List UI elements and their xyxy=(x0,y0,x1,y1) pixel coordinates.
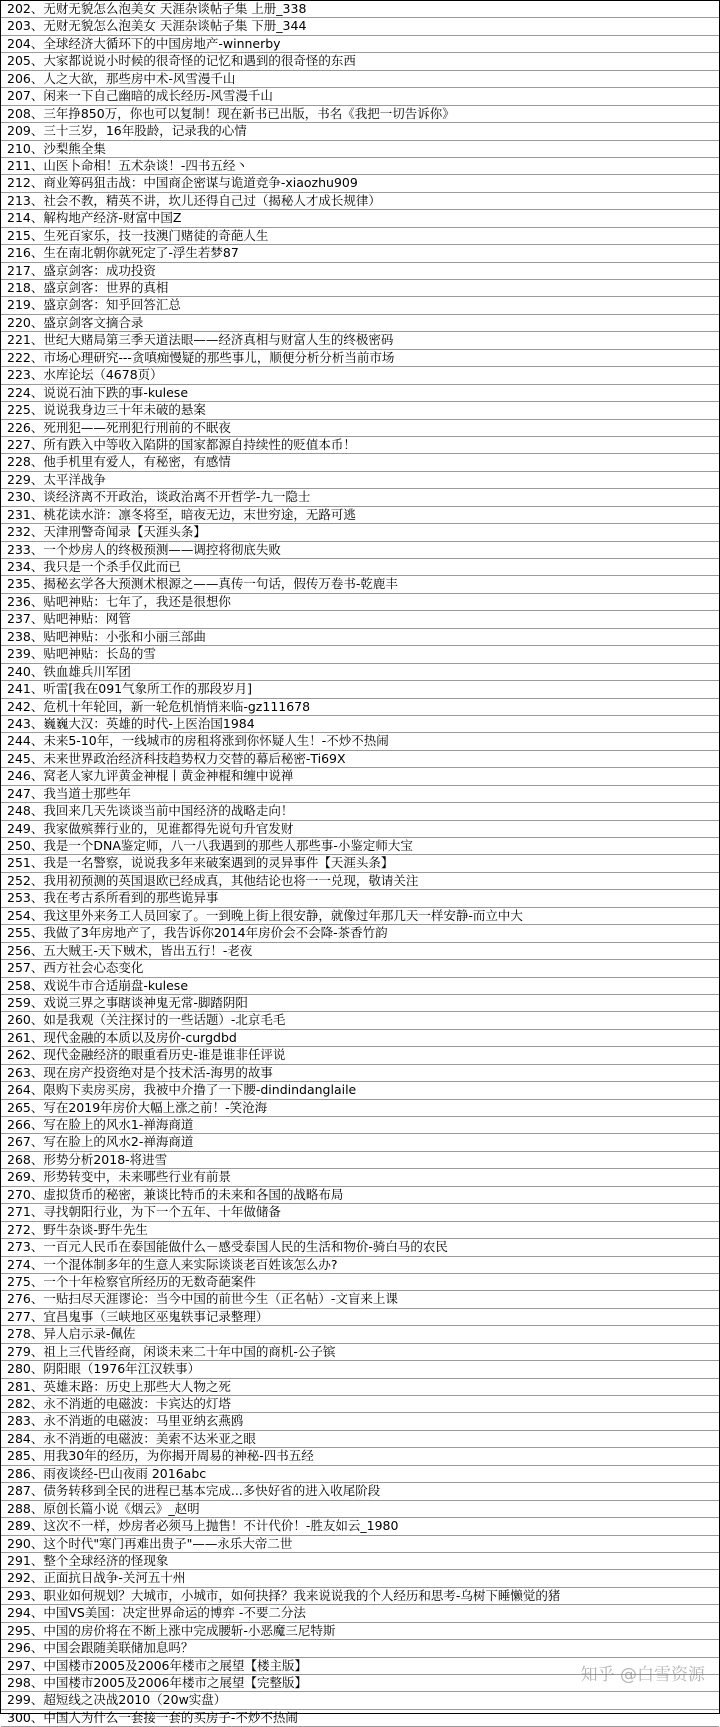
item-number: 268、 xyxy=(7,1151,44,1167)
list-item xyxy=(1,524,719,541)
item-title: 贴吧神贴：长岛的雪 xyxy=(43,646,156,662)
item-title: 死刑犯——死刑犯行刑前的不眠夜 xyxy=(43,419,231,435)
item-number: 208、 xyxy=(7,105,44,121)
item-number: 279、 xyxy=(7,1343,44,1359)
item-title: 盛京剑客：成功投资 xyxy=(43,262,156,278)
list-item xyxy=(1,402,719,419)
item-number: 231、 xyxy=(7,506,44,522)
item-number: 288、 xyxy=(7,1500,44,1516)
item-title: 中国人为什么一套接一套的买房子-不炒不热闹 xyxy=(43,1709,298,1725)
item-number: 258、 xyxy=(7,977,44,993)
list-item xyxy=(1,873,719,890)
list-item xyxy=(1,751,719,768)
item-number: 272、 xyxy=(7,1221,44,1237)
item-title: 商业筹码狙击战：中国商企密谋与诡道竞争-xiaozhu909 xyxy=(43,175,358,191)
item-number: 274、 xyxy=(7,1256,44,1272)
list-item xyxy=(1,489,719,506)
item-number: 232、 xyxy=(7,524,44,540)
list-item xyxy=(1,106,719,123)
item-number: 246、 xyxy=(7,768,44,784)
list-item xyxy=(1,263,719,280)
list-item xyxy=(1,350,719,367)
list-item xyxy=(1,960,719,977)
list-item xyxy=(1,925,719,942)
list-item xyxy=(1,175,719,192)
item-title: 写在2019年房价大幅上涨之前！-笑沧海 xyxy=(43,1099,268,1115)
item-number: 260、 xyxy=(7,1012,44,1028)
list-item xyxy=(1,1640,719,1657)
item-number: 225、 xyxy=(7,402,44,418)
item-title: 虚拟货币的秘密，兼谈比特币的未来和各国的战略布局 xyxy=(43,1186,344,1202)
list-item xyxy=(1,576,719,593)
item-title: 中国楼市2005及2006年楼市之展望【楼主版】 xyxy=(43,1657,307,1673)
item-number: 248、 xyxy=(7,803,44,819)
item-title: 全球经济大循环下的中国房地产-winnerby xyxy=(43,35,281,51)
item-title: 揭秘玄学各大预测术根源之——真传一句话，假传万卷书-乾鹿丰 xyxy=(43,576,398,592)
list-item xyxy=(1,507,719,524)
item-number: 269、 xyxy=(7,1169,44,1185)
item-number: 214、 xyxy=(7,210,44,226)
item-number: 300、 xyxy=(7,1709,44,1725)
item-title: 我在考古系所看到的那些诡异事 xyxy=(43,890,219,906)
list-item xyxy=(1,1466,719,1483)
item-title: 写在脸上的风水1-禅海商道 xyxy=(43,1117,194,1132)
list-item xyxy=(1,472,719,489)
item-number: 216、 xyxy=(7,245,44,261)
list-item xyxy=(1,1012,719,1029)
list-item xyxy=(1,1379,719,1396)
list-item xyxy=(1,646,719,663)
item-number: 224、 xyxy=(7,384,44,400)
list-item xyxy=(1,1100,719,1117)
list-item xyxy=(1,1710,719,1727)
item-title: 一个混体制多年的生意人来实际谈谈老百姓该怎么办? xyxy=(43,1256,338,1272)
list-item xyxy=(1,995,719,1012)
item-number: 280、 xyxy=(7,1361,44,1377)
list-item xyxy=(1,1623,719,1640)
item-title: 我回来几天先谈谈当前中国经济的战略走向！ xyxy=(43,803,294,819)
item-number: 204、 xyxy=(7,35,44,51)
item-number: 273、 xyxy=(7,1239,44,1255)
item-title: 说说我身边三十年未破的悬案 xyxy=(43,402,206,418)
list-item xyxy=(1,664,719,681)
item-title: 英雄末路：历史上那些大人物之死 xyxy=(43,1378,231,1394)
list-item xyxy=(1,1187,719,1204)
item-title: 贴吧神贴：小张和小丽三部曲 xyxy=(43,628,206,644)
item-number: 236、 xyxy=(7,593,44,609)
item-number: 252、 xyxy=(7,872,44,888)
list-item xyxy=(1,1536,719,1553)
list-item xyxy=(1,158,719,175)
list-item xyxy=(1,36,719,53)
list-item xyxy=(1,1152,719,1169)
list-item xyxy=(1,1117,719,1134)
list-item xyxy=(1,88,719,105)
item-title: 永不消逝的电磁波：卡宾达的灯塔 xyxy=(43,1396,231,1411)
item-number: 278、 xyxy=(7,1326,44,1342)
list-item xyxy=(1,1570,719,1587)
item-title: 异人启示录-佩佐 xyxy=(43,1326,136,1342)
list-item xyxy=(1,297,719,314)
list-item xyxy=(1,332,719,349)
item-number: 209、 xyxy=(7,123,44,139)
list-item xyxy=(1,1501,719,1518)
title-list xyxy=(1,1,719,1727)
item-title: 现代金融的本质以及房价-curgdbd xyxy=(43,1029,237,1045)
item-number: 223、 xyxy=(7,367,44,383)
item-number: 257、 xyxy=(7,960,44,976)
list-item xyxy=(1,315,719,332)
item-number: 213、 xyxy=(7,192,44,208)
item-number: 289、 xyxy=(7,1518,44,1534)
item-title: 谈经济离不开政治，谈政治离不开哲学-九一隐士 xyxy=(43,489,311,505)
item-title: 听雷[我在091气象所工作的那段岁月] xyxy=(43,681,252,697)
item-number: 241、 xyxy=(7,681,44,697)
list-item xyxy=(1,141,719,158)
item-title: 闲来一下自己幽暗的成长经历-风雪漫千山 xyxy=(43,88,273,104)
item-title: 职业如何规划？大城市，小城市，如何抉择？我来说说我的个人经历和思考-乌树下睡懒觉的猪 xyxy=(43,1587,561,1603)
list-item xyxy=(1,768,719,785)
watermark: 知乎 @白雪资源 xyxy=(580,1665,705,1685)
item-number: 222、 xyxy=(7,349,44,365)
list-item xyxy=(1,821,719,838)
list-item xyxy=(1,1605,719,1622)
item-number: 298、 xyxy=(7,1675,44,1690)
list-item xyxy=(1,245,719,262)
item-title: 所有跌入中等收入陷阱的国家都源自持续性的贬值本币！ xyxy=(43,436,356,452)
item-title: 我当道士那些年 xyxy=(43,785,131,801)
item-title: 我是一名警察，说说我多年来破案遇到的灵异事件【天涯头条】 xyxy=(43,855,394,871)
list-item xyxy=(1,733,719,750)
item-title: 寻找朝阳行业，为下一个五年、十年做储备 xyxy=(43,1204,281,1220)
item-number: 271、 xyxy=(7,1204,44,1220)
item-title: 永不消逝的电磁波：马里亚纳玄燕鸥 xyxy=(43,1413,244,1429)
list-item xyxy=(1,210,719,227)
item-number: 218、 xyxy=(7,280,44,295)
item-title: 世纪大赌局第三季天道法眼——经济真相与财富人生的终极密码 xyxy=(43,332,394,348)
item-number: 297、 xyxy=(7,1657,44,1673)
item-number: 293、 xyxy=(7,1587,44,1603)
list-item xyxy=(1,193,719,210)
item-number: 212、 xyxy=(7,175,44,191)
list-item xyxy=(1,542,719,559)
list-item xyxy=(1,1361,719,1378)
list-item xyxy=(1,629,719,646)
list-item xyxy=(1,1326,719,1343)
item-number: 205、 xyxy=(7,53,44,69)
item-title: 解构地产经济-财富中国Z xyxy=(43,210,182,226)
item-number: 240、 xyxy=(7,663,44,679)
item-title: 我家做殡葬行业的，见谁都得先说句升官发财 xyxy=(43,820,294,836)
item-title: 现代金融经济的眼重看历史-谁是谁非任评说 xyxy=(43,1047,286,1063)
item-title: 原创长篇小说《烟云》_赵明 xyxy=(43,1500,200,1516)
list-item xyxy=(1,611,719,628)
item-title: 现在房产投资绝对是个技术活-海男的故事 xyxy=(43,1064,273,1080)
item-title: 未来世界政治经济科技趋势权力交替的幕后秘密-Ti69X xyxy=(43,750,346,766)
list-item xyxy=(1,1047,719,1064)
item-number: 239、 xyxy=(7,646,44,662)
item-number: 244、 xyxy=(7,733,44,749)
list-item xyxy=(1,367,719,384)
list-item xyxy=(1,908,719,925)
item-number: 299、 xyxy=(7,1692,44,1708)
item-title: 沙梨熊全集 xyxy=(43,140,106,156)
item-title: 中国VS美国：决定世界命运的博弈 -不要二分法 xyxy=(43,1605,306,1621)
item-title: 巍巍大汉：英雄的时代-上医治国1984 xyxy=(43,715,255,731)
item-number: 287、 xyxy=(7,1483,44,1499)
item-title: 窝老人家九评黄金神棍丨黄金神棍和缠中说禅 xyxy=(43,768,294,784)
item-number: 221、 xyxy=(7,332,44,348)
item-title: 中国楼市2005及2006年楼市之展望【完整版】 xyxy=(43,1675,307,1690)
item-number: 282、 xyxy=(7,1396,44,1411)
item-title: 无财无貌怎么泡美女 天涯杂谈帖子集 上册_338 xyxy=(43,1,307,16)
list-item xyxy=(1,1030,719,1047)
list-item xyxy=(1,18,719,35)
item-title: 无财无貌怎么泡美女 天涯杂谈帖子集 下册_344 xyxy=(43,18,307,34)
item-number: 255、 xyxy=(7,925,44,941)
item-title: 形势分析2018-将进雪 xyxy=(43,1151,168,1167)
item-title: 三年挣850万，你也可以复制！现在新书已出版，书名《我把一切告诉你》 xyxy=(43,105,455,121)
list-item xyxy=(1,890,719,907)
item-number: 207、 xyxy=(7,88,44,104)
item-number: 264、 xyxy=(7,1082,44,1098)
list-item xyxy=(1,1413,719,1430)
list-item xyxy=(1,699,719,716)
item-number: 228、 xyxy=(7,454,44,470)
item-number: 249、 xyxy=(7,820,44,836)
item-number: 245、 xyxy=(7,750,44,766)
item-title: 盛京剑客：世界的真相 xyxy=(43,280,169,295)
item-title: 雨夜谈经-巴山夜雨 2016abc xyxy=(43,1465,207,1481)
item-number: 294、 xyxy=(7,1605,44,1621)
item-number: 220、 xyxy=(7,314,44,330)
item-number: 235、 xyxy=(7,576,44,592)
item-number: 276、 xyxy=(7,1291,44,1307)
item-title: 超短线之决战2010（20w实盘） xyxy=(43,1692,227,1708)
item-number: 263、 xyxy=(7,1064,44,1080)
list-item xyxy=(1,1483,719,1500)
item-number: 259、 xyxy=(7,994,44,1010)
list-item xyxy=(1,838,719,855)
item-title: 我只是一个杀手仅此而已 xyxy=(43,559,181,574)
item-number: 254、 xyxy=(7,907,44,923)
list-item xyxy=(1,1291,719,1308)
item-number: 292、 xyxy=(7,1570,44,1586)
item-number: 261、 xyxy=(7,1029,44,1045)
item-title: 用我30年的经历，为你揭开周易的神秘-四书五经 xyxy=(43,1448,314,1464)
item-title: 这个时代"寒门再难出贵子"——永乐大帝二世 xyxy=(43,1535,293,1551)
list-item xyxy=(1,803,719,820)
item-title: 未来5-10年，一线城市的房租将涨到你怀疑人生！-不炒不热闹 xyxy=(43,733,389,749)
list-item xyxy=(1,1204,719,1221)
item-number: 229、 xyxy=(7,471,44,487)
item-number: 283、 xyxy=(7,1413,44,1429)
item-title: 这次不一样，炒房者必须马上抛售！不计代价！-胜友如云_1980 xyxy=(43,1518,399,1534)
item-number: 284、 xyxy=(7,1430,44,1446)
item-title: 一百元人民币在泰国能做什么－感受泰国人民的生活和物价-骑白马的农民 xyxy=(43,1239,448,1255)
list-item xyxy=(1,1692,719,1709)
list-item xyxy=(1,53,719,70)
list-item xyxy=(1,437,719,454)
list-item xyxy=(1,228,719,245)
item-title: 他手机里有爱人，有秘密，有感情 xyxy=(43,454,231,470)
item-number: 253、 xyxy=(7,890,44,906)
list-item xyxy=(1,1553,719,1570)
item-title: 我这里外来务工人员回家了。一到晚上街上很安静，就像过年那几天一样安静-而立中大 xyxy=(43,907,523,923)
item-number: 265、 xyxy=(7,1099,44,1115)
item-number: 247、 xyxy=(7,785,44,801)
item-number: 217、 xyxy=(7,262,44,278)
item-number: 226、 xyxy=(7,419,44,435)
item-title: 生死百家乐，技一技澳门赌徒的奇葩人生 xyxy=(43,227,269,243)
item-title: 说说石油下跌的事-kulese xyxy=(43,384,189,400)
item-title: 一个炒房人的终极预测——调控将彻底失败 xyxy=(43,541,281,557)
item-number: 256、 xyxy=(7,942,44,958)
list-item xyxy=(1,1431,719,1448)
item-number: 291、 xyxy=(7,1552,44,1568)
list-item xyxy=(1,855,719,872)
list-item xyxy=(1,1396,719,1413)
item-title: 市场心理研究---贪嗔痴慢疑的那些事儿，顺便分析分析当前市场 xyxy=(43,349,395,365)
item-title: 人之大欲，那些房中术-风雪漫千山 xyxy=(43,70,236,86)
item-number: 211、 xyxy=(7,157,44,173)
item-title: 写在脸上的风水2-禅海商道 xyxy=(43,1134,194,1150)
item-title: 整个全球经济的怪现象 xyxy=(43,1552,169,1568)
item-number: 295、 xyxy=(7,1622,44,1638)
list-item xyxy=(1,454,719,471)
item-number: 215、 xyxy=(7,227,44,243)
item-number: 277、 xyxy=(7,1308,44,1324)
item-number: 242、 xyxy=(7,698,44,714)
item-title: 中国的房价将在不断上涨中完成腰斩-小恶魔三尼特斯 xyxy=(43,1622,336,1638)
item-number: 210、 xyxy=(7,140,44,156)
list-item xyxy=(1,681,719,698)
item-number: 251、 xyxy=(7,855,44,871)
item-title: 五大贼王-天下贼术，皆出五行！-老夜 xyxy=(43,942,253,958)
item-number: 262、 xyxy=(7,1047,44,1063)
item-title: 如是我观（关注探讨的一些话题）-北京毛毛 xyxy=(43,1012,286,1028)
item-title: 铁血雄兵川军团 xyxy=(43,663,131,679)
item-title: 阴阳眼（1976年江汉轶事） xyxy=(43,1361,201,1377)
list-item xyxy=(1,1588,719,1605)
item-title: 桃花读水浒：凛冬将至，暗夜无边，末世穷途，无路可逃 xyxy=(43,506,356,522)
item-number: 234、 xyxy=(7,559,44,574)
item-number: 227、 xyxy=(7,436,44,452)
list-item xyxy=(1,280,719,297)
item-number: 296、 xyxy=(7,1640,44,1656)
list-item xyxy=(1,420,719,437)
list-item xyxy=(1,1134,719,1151)
item-number: 203、 xyxy=(7,18,44,34)
item-title: 我是一个DNA鉴定师，八一八我遇到的那些人那些事-小鉴定师大宝 xyxy=(43,838,413,853)
item-title: 西方社会心态变化 xyxy=(43,960,144,976)
item-title: 盛京剑客文摘合录 xyxy=(43,314,144,330)
item-title: 一个十年检察官所经历的无数奇葩案件 xyxy=(43,1273,256,1289)
item-number: 286、 xyxy=(7,1465,44,1481)
item-number: 233、 xyxy=(7,541,44,557)
item-number: 250、 xyxy=(7,838,44,853)
list-item xyxy=(1,1222,719,1239)
item-title: 我做了3年房地产了，我告诉你2014年房价会不会降-茶香竹韵 xyxy=(43,925,388,941)
list-item xyxy=(1,1257,719,1274)
list-item xyxy=(1,71,719,88)
list-item xyxy=(1,1274,719,1291)
item-title: 债务转移到全民的进程已基本完成...多快好省的进入收尾阶段 xyxy=(43,1483,381,1499)
list-item xyxy=(1,1065,719,1082)
item-number: 219、 xyxy=(7,297,44,313)
item-title: 形势转变中，未来哪些行业有前景 xyxy=(43,1169,231,1185)
item-title: 贴吧神贴：七年了，我还是很想你 xyxy=(43,593,231,609)
item-number: 237、 xyxy=(7,611,44,627)
item-title: 戏说牛市合适崩盘-kulese xyxy=(43,977,189,993)
item-title: 永不消逝的电磁波：美索不达米亚之眼 xyxy=(43,1430,256,1446)
list-item xyxy=(1,1082,719,1099)
item-number: 202、 xyxy=(7,1,44,16)
list-item xyxy=(1,978,719,995)
item-title: 危机十年轮回，新一轮危机悄悄来临-gz111678 xyxy=(43,698,311,714)
list-item xyxy=(1,716,719,733)
item-title: 戏说三界之事瞎谈神鬼无常-脚踏阴阳 xyxy=(43,994,248,1010)
list-item xyxy=(1,1309,719,1326)
list-item xyxy=(1,123,719,140)
item-number: 243、 xyxy=(7,715,44,731)
item-title: 水库论坛（4678页） xyxy=(43,367,163,383)
list-item xyxy=(1,1169,719,1186)
item-title: 生在南北朝你就死定了-浮生若梦87 xyxy=(43,245,239,261)
list-item xyxy=(1,1,719,18)
item-title: 限购下卖房买房，我被中介撸了一下腰-dindindanglaile xyxy=(43,1082,357,1098)
item-number: 238、 xyxy=(7,628,44,644)
item-number: 275、 xyxy=(7,1273,44,1289)
item-title: 天津刑警奇闻录【天涯头条】 xyxy=(43,524,206,540)
item-number: 267、 xyxy=(7,1134,44,1150)
item-title: 中国会跟随美联储加息吗？ xyxy=(43,1640,194,1656)
list-item xyxy=(1,385,719,402)
list-item xyxy=(1,559,719,576)
item-number: 266、 xyxy=(7,1117,44,1132)
item-title: 一贴扫尽天涯谬论：当今中国的前世今生（正名帖）-文盲来上课 xyxy=(43,1291,398,1307)
item-title: 大家都说说小时候的很奇怪的记忆和遇到的很奇怪的东西 xyxy=(43,53,356,69)
item-title: 山医卜命相！五术杂谈！-四书五经丶 xyxy=(43,157,248,173)
list-item xyxy=(1,1344,719,1361)
item-title: 盛京剑客：知乎回答汇总 xyxy=(43,297,181,313)
item-number: 281、 xyxy=(7,1378,44,1394)
list-item xyxy=(1,943,719,960)
item-title: 我用初预测的英国退欧已经成真，其他结论也将一一兑现，敬请关注 xyxy=(43,872,419,888)
item-title: 太平洋战争 xyxy=(43,471,106,487)
item-number: 285、 xyxy=(7,1448,44,1464)
item-number: 206、 xyxy=(7,70,44,86)
item-title: 三十三岁，16年股龄，记录我的心情 xyxy=(43,123,247,139)
item-title: 野牛杂谈-野牛先生 xyxy=(43,1221,148,1237)
list-item xyxy=(1,594,719,611)
list-item xyxy=(1,1239,719,1256)
item-number: 270、 xyxy=(7,1186,44,1202)
list-item xyxy=(1,1448,719,1465)
item-title: 社会不教，精英不讲，坎儿还得自己过（揭秘人才成长规律） xyxy=(43,192,381,208)
item-title: 正面抗日战争-关河五十州 xyxy=(43,1570,186,1586)
item-title: 宜昌鬼事（三峡地区巫鬼轶事记录整理） xyxy=(43,1308,269,1324)
item-title: 祖上三代皆经商，闲谈未来二十年中国的商机-公子镔 xyxy=(43,1343,336,1359)
item-title: 贴吧神贴：网管 xyxy=(43,611,131,627)
item-number: 290、 xyxy=(7,1535,44,1551)
list-item xyxy=(1,1518,719,1535)
item-number: 230、 xyxy=(7,489,44,505)
list-item xyxy=(1,786,719,803)
